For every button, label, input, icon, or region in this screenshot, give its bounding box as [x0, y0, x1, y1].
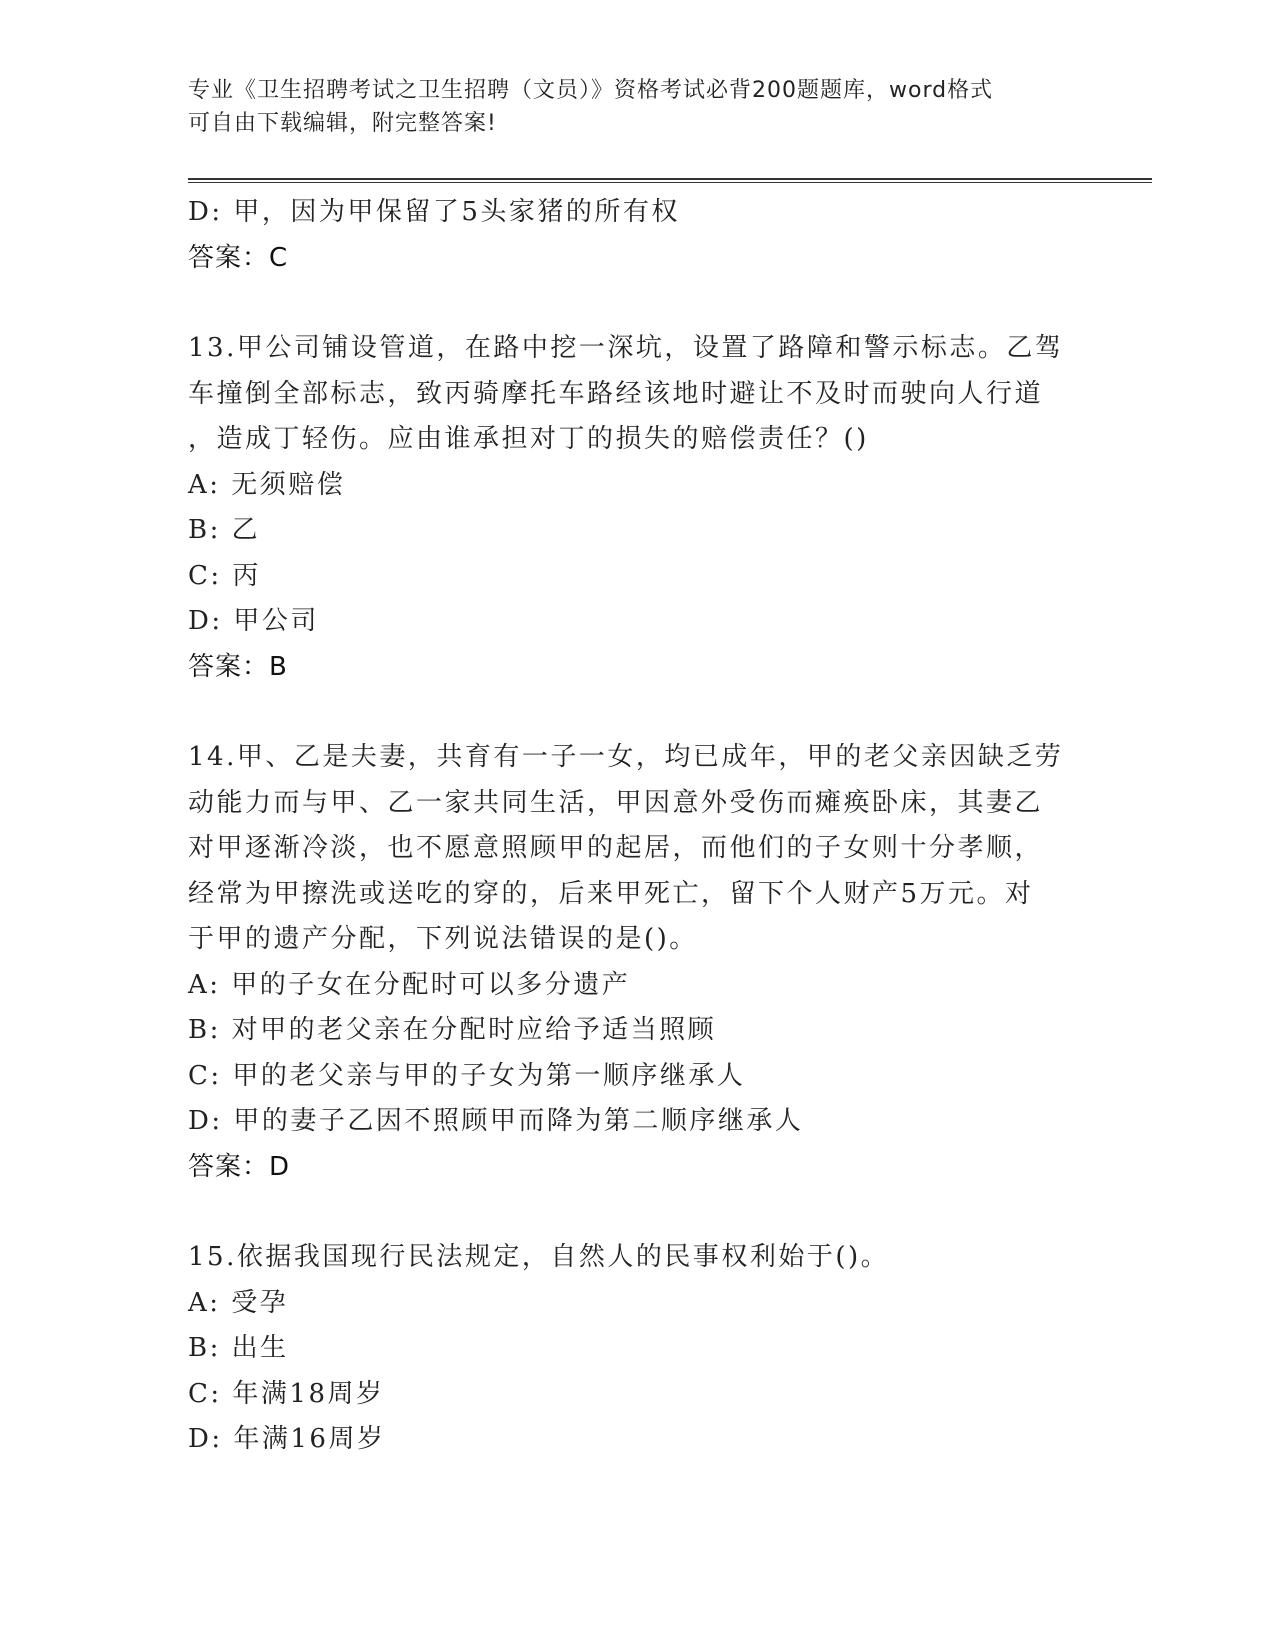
answer-label: 答案：D	[188, 1151, 291, 1182]
question-stem-line: 车撞倒全部标志，致丙骑摩托车路经该地时避让不及时而驶向人行道	[188, 378, 1044, 409]
option-c: C: 甲的老父亲与甲的子女为第一顺序继承人	[188, 1060, 746, 1091]
option-a: A: 无须赔偿	[188, 469, 346, 500]
question-stem-line: 经常为甲擦洗或送吃的穿的，后来甲死亡，留下个人财产5万元。对	[188, 878, 1034, 909]
header-title-line-2: 可自由下载编辑，附完整答案!	[188, 111, 497, 136]
question-stem-line: ，造成丁轻伤。应由谁承担对丁的损失的赔偿责任？()	[188, 424, 869, 454]
option-d: D: 年满16周岁	[188, 1424, 386, 1454]
question-14	[188, 735, 1078, 1190]
question-stem-line: 对甲逐渐冷淡，也不愿意照顾甲的起居，而他们的子女则十分孝顺，	[188, 833, 1044, 863]
question-stem-line: 14.甲、乙是夫妻，共育有一子一女，均已成年，甲的老父亲因缺乏劳	[188, 742, 1064, 772]
option-d: D: 甲公司	[188, 606, 319, 636]
option-d: D: 甲的妻子乙因不照顾甲而降为第二顺序继承人	[188, 1106, 804, 1136]
header-divider	[188, 178, 1152, 183]
question-stem-line: 13.甲公司铺设管道，在路中挖一深坑，设置了路障和警示标志。乙驾	[188, 333, 1064, 363]
option-b: B: 对甲的老父亲在分配时应给予适当照顾	[188, 1015, 717, 1045]
question-list	[188, 190, 1078, 1463]
question-stem-line: 于甲的遗产分配，下列说法错误的是()。	[188, 924, 698, 954]
answer-label: 答案：C	[188, 242, 289, 273]
option-c: C: 年满18周岁	[188, 1378, 385, 1409]
question-15	[188, 1235, 1078, 1463]
question-stem-line: 15.依据我国现行民法规定，自然人的民事权利始于()。	[188, 1242, 890, 1272]
question-13	[188, 326, 1078, 690]
question-12	[188, 190, 1078, 281]
option-c: C: 丙	[188, 560, 261, 591]
option-a: A: 受孕	[188, 1287, 289, 1318]
question-spacer	[188, 1190, 1078, 1235]
header-title-line-1: 专业《卫生招聘考试之卫生招聘（文员）》资格考试必背200题题库，word格式	[188, 78, 994, 103]
question-spacer	[188, 690, 1078, 735]
question-spacer	[188, 281, 1078, 326]
document-header	[188, 74, 1088, 140]
answer-label: 答案：B	[188, 651, 288, 682]
option-b: B: 出生	[188, 1333, 289, 1363]
option-a: A: 甲的子女在分配时可以多分遗产	[188, 969, 631, 1000]
option-d: D: 甲，因为甲保留了5头家猪的所有权	[188, 197, 680, 227]
option-b: B: 乙	[188, 515, 261, 545]
question-stem-line: 动能力而与甲、乙一家共同生活，甲因意外受伤而瘫痪卧床，其妻乙	[188, 787, 1044, 818]
